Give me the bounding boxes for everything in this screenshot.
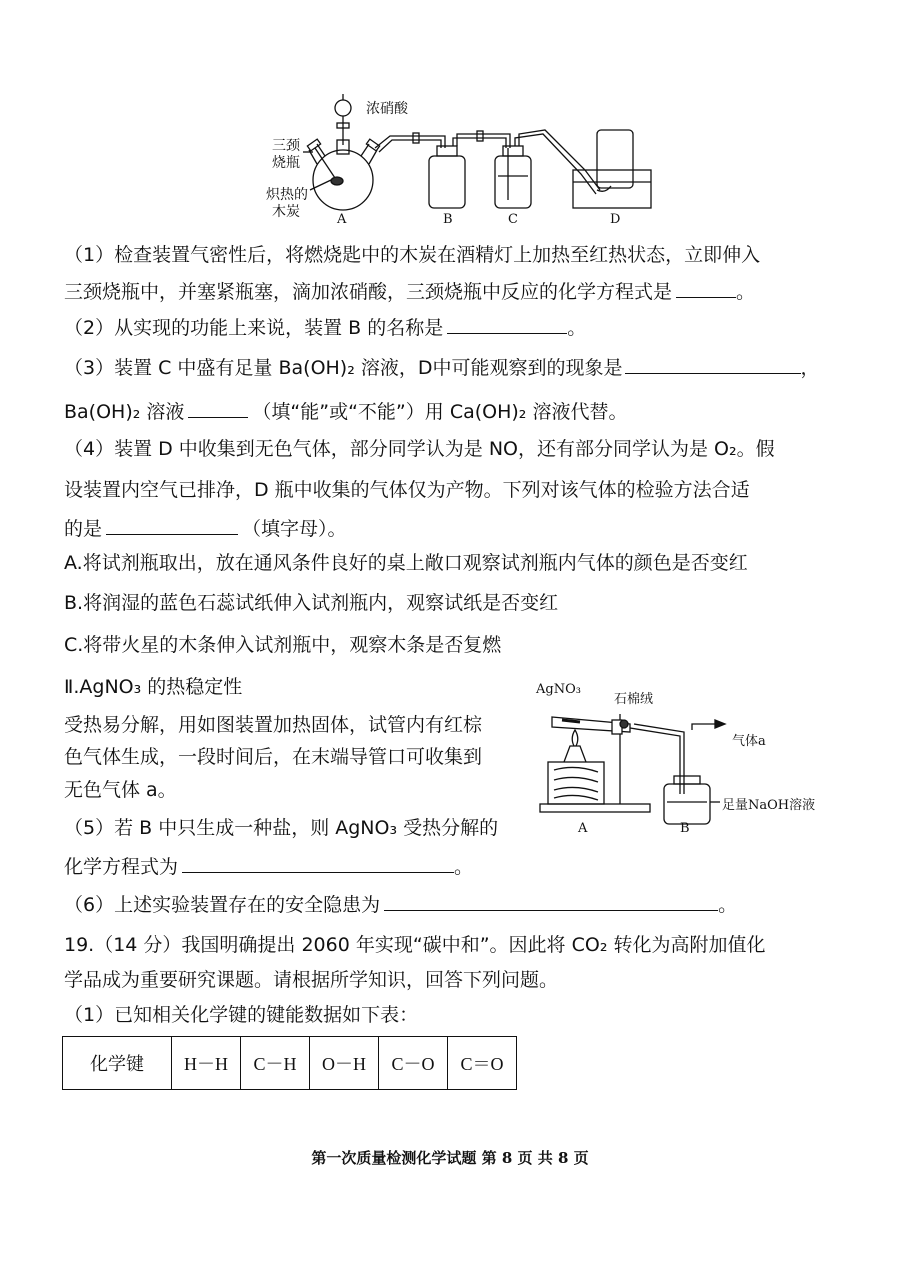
- q1-line1: （1）检查装置气密性后，将燃烧匙中的木炭在酒精灯上加热至红热状态，立即伸入: [64, 244, 761, 266]
- gas-a-label: 气体a: [732, 734, 766, 749]
- q2-line: [64, 313, 586, 341]
- q2-answer-blank[interactable]: [447, 313, 567, 334]
- q5-answer-blank[interactable]: [182, 852, 454, 873]
- q4-option-b: B.将润湿的蓝色石蕊试纸伸入试剂瓶内，观察试纸是否变红: [64, 592, 559, 614]
- q3-line2-text-a: Ba(OH)₂ 溶液: [64, 401, 185, 423]
- q2-text: （2）从实现的功能上来说，装置 B 的名称是: [64, 317, 444, 339]
- q3-line2: [64, 397, 627, 425]
- q4-line1: （4）装置 D 中收集到无色气体，部分同学认为是 NO，还有部分同学认为是 O₂。假: [64, 438, 775, 460]
- page-footer: 第一次质量检测化学试题 第 8 页 共 8 页: [311, 1149, 589, 1167]
- part2-para-2: 色气体生成，一段时间后，在末端导管口可收集到: [64, 746, 483, 768]
- q1-line2: [64, 277, 755, 305]
- q19-line1: 19.（14 分）我国明确提出 2060 年实现“碳中和”。因此将 CO₂ 转化为高附加值化: [64, 934, 766, 956]
- q5-line2: [64, 852, 473, 880]
- table-header-cell: 化学键: [63, 1037, 172, 1090]
- fig1-label-d: D: [610, 212, 621, 227]
- bond-cell-co: C－O: [379, 1037, 448, 1090]
- carbon-label-2: 木炭: [272, 204, 300, 220]
- apparatus-figure-1: [255, 90, 675, 230]
- q3-line2-text-b: （填“能”或“不能”）用 Ca(OH)₂ 溶液代替。: [252, 401, 628, 423]
- q5-end: 。: [454, 856, 474, 878]
- q4-answer-blank[interactable]: [106, 514, 238, 535]
- asbestos-label: 石棉绒: [614, 692, 654, 707]
- q19-sub1: （1）已知相关化学键的键能数据如下表：: [64, 1004, 419, 1026]
- bond-cell-c-double-o: C＝O: [448, 1037, 517, 1090]
- q19-line2: 学品成为重要研究课题。请根据所学知识，回答下列问题。: [64, 969, 559, 991]
- q6-end: 。: [718, 894, 738, 916]
- q3-answer-blank-1[interactable]: [625, 353, 801, 374]
- q1-line2-text: 三颈烧瓶中，并塞紧瓶塞，滴加浓硝酸，三颈烧瓶中反应的化学方程式是: [64, 281, 673, 303]
- flask-label-2: 烧瓶: [272, 155, 300, 171]
- bond-energy-table: [62, 1036, 517, 1090]
- q4-option-a: A.将试剂瓶取出，放在通风条件良好的桌上敞口观察试剂瓶内气体的颜色是否变红: [64, 552, 748, 574]
- fig2-label-b: B: [680, 821, 690, 834]
- q6-text: （6）上述实验装置存在的安全隐患为: [64, 894, 381, 916]
- bond-cell-ch: C－H: [241, 1037, 310, 1090]
- reagent-label: 浓硝酸: [366, 101, 408, 117]
- agno3-label: AgNO₃: [536, 682, 581, 697]
- bond-cell-hh: H－H: [172, 1037, 241, 1090]
- q4-line3-text-a: 的是: [64, 518, 103, 540]
- q4-option-c: C.将带火星的木条伸入试剂瓶中，观察木条是否复燃: [64, 634, 502, 656]
- part2-para-1: 受热易分解，用如图装置加热固体，试管内有红棕: [64, 714, 483, 736]
- fig2-label-a: A: [578, 821, 588, 834]
- q4-line2: 设装置内空气已排净，D 瓶中收集的气体仅为产物。下列对该气体的检验方法合适: [64, 479, 750, 501]
- fig1-label-a: A: [337, 212, 347, 227]
- q2-end: 。: [567, 317, 587, 339]
- part2-para-3: 无色气体 a。: [64, 779, 177, 801]
- q5-line1: （5）若 B 中只生成一种盐，则 AgNO₃ 受热分解的: [64, 817, 499, 839]
- bond-cell-oh: O－H: [310, 1037, 379, 1090]
- fig1-label-c: C: [508, 212, 518, 227]
- q6-line: [64, 890, 737, 918]
- q1-answer-blank[interactable]: [676, 277, 736, 298]
- carbon-label-1: 炽热的: [266, 187, 308, 203]
- flask-label-1: 三颈: [272, 138, 300, 154]
- q3-answer-blank-2[interactable]: [188, 397, 248, 418]
- table-row: [63, 1037, 517, 1090]
- q4-line3: [64, 514, 347, 542]
- q3-line1: [64, 353, 820, 381]
- q3-line1-end: ，: [800, 357, 820, 379]
- fig1-label-b: B: [443, 212, 453, 227]
- q5-line2-text: 化学方程式为: [64, 856, 179, 878]
- q6-answer-blank[interactable]: [384, 890, 718, 911]
- naoh-label: 足量NaOH溶液: [722, 798, 816, 813]
- q4-line3-text-b: （填字母）。: [242, 518, 347, 540]
- q1-end: 。: [736, 281, 756, 303]
- q3-line1-text: （3）装置 C 中盛有足量 Ba(OH)₂ 溶液，D中可能观察到的现象是: [64, 357, 623, 379]
- part2-heading: Ⅱ.AgNO₃ 的热稳定性: [64, 676, 243, 698]
